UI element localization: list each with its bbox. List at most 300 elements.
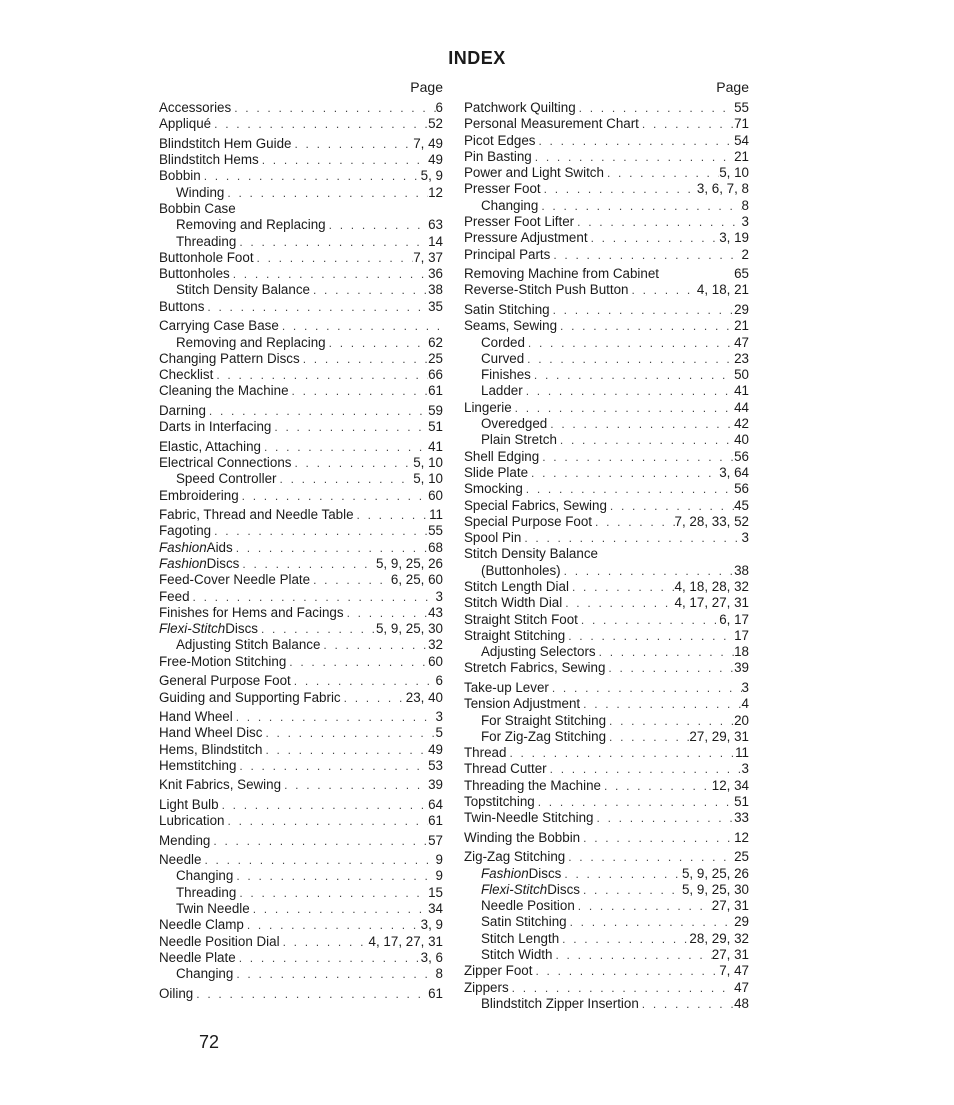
dot-leader [539,449,734,465]
entry-term-italic: Fashion [159,555,207,571]
entry-term: Presser Foot [464,181,541,197]
entry-term: Blindstitch Hems [159,152,259,168]
index-entry [464,761,749,777]
entry-term: Changing [176,966,234,982]
dot-leader [629,282,697,298]
entry-pages: 38 [428,282,443,298]
entry-pages: 5 [435,725,443,741]
entry-term: Darts in Interfacing [159,419,272,435]
dot-leader [210,833,428,849]
index-entry [159,690,443,706]
entry-term: Removing and Replacing [176,217,326,233]
entry-term: Checklist [159,367,214,383]
index-entry [159,266,443,282]
dot-leader [576,100,734,116]
entry-pages: 5, 9, 25, 30 [681,881,749,897]
entry-pages: 21 [734,148,749,164]
index-subentry [464,898,749,914]
index-entry [464,481,749,497]
entry-pages: 59 [428,402,443,418]
index-entry [464,579,749,595]
index-entry [464,778,749,794]
index-entries-right [464,100,749,1012]
entry-term: Finishes for Hems and Facings [159,604,344,620]
index-column-left [159,78,443,1002]
entry-term: Blindstitch Hem Guide [159,135,292,151]
entry-term: Power and Light Switch [464,165,604,181]
index-subentry [464,416,749,432]
entry-pages: 3 [741,679,749,695]
entry-term: Stitch Width [481,947,553,963]
index-entry [159,136,443,152]
index-subentry [159,335,443,351]
index-entry [159,572,443,588]
index-entry [159,797,443,813]
index-entry [159,986,443,1002]
dot-leader [261,439,428,455]
index-entry [464,465,749,481]
index-subentry [464,713,749,729]
index-entry [464,318,749,334]
dot-leader [596,644,734,660]
index-subentry [464,914,749,930]
entry-pages: 42 [734,416,749,432]
dot-leader [279,318,443,334]
entry-pages: 35 [428,298,443,314]
index-subentry [159,966,443,982]
entry-pages: 55 [734,100,749,115]
dot-leader [233,966,435,982]
entry-term: Zippers [464,979,509,995]
dot-leader [236,758,428,774]
entry-term: Plain Stretch [481,432,557,448]
entry-term: Stitch Width Dial [464,595,563,611]
dot-leader [578,612,719,628]
entry-term: Feed [159,588,190,604]
index-subentry [464,996,749,1012]
dot-leader [605,660,734,676]
entry-term: Shell Edging [464,448,540,464]
entry-term: Smocking [464,481,523,497]
index-entry [159,654,443,670]
index-entry [159,488,443,504]
index-entry [464,849,749,865]
entry-term: Take-up Lever [464,679,549,695]
entry-pages: 48 [734,995,749,1011]
dot-leader [291,455,413,471]
index-subentry [159,234,443,250]
entry-pages: 4, 18, 21 [696,282,749,298]
entry-term: Satin Stitching [481,914,567,930]
dot-leader [607,498,734,514]
dot-leader [594,810,735,826]
entry-pages: 51 [428,419,443,435]
entry-term: Elastic, Attaching [159,438,261,454]
index-subentry [464,198,749,214]
entry-pages: 3 [741,530,749,546]
dot-leader [531,367,734,383]
entry-term: General Purpose Foot [159,673,291,689]
dot-leader [535,794,734,810]
entry-pages: 5, 10 [413,471,443,487]
entry-term: Removing and Replacing [176,334,326,350]
dot-leader [580,696,741,712]
dot-leader [239,556,376,572]
index-entry [464,498,749,514]
index-subentry [464,644,749,660]
dot-leader [300,351,428,367]
entry-term: Reverse-Stitch Push Button [464,282,629,298]
index-entry [159,250,443,266]
entry-term: Electrical Connections [159,454,292,470]
entry-pages: 28, 29, 32 [689,930,749,946]
index-entry [159,950,443,966]
entry-term: Zipper Foot [464,963,533,979]
entry-pages: 5, 9 [420,168,443,184]
dot-leader [239,488,428,504]
dot-leader [567,914,734,930]
index-entry [159,813,443,829]
entry-pages: 3, 19 [719,230,749,246]
entry-term: Blindstitch Zipper Insertion [481,995,639,1011]
index-subentry [159,282,443,298]
index-subentry [159,637,443,653]
dot-leader [230,266,428,282]
entry-term: Thread Cutter [464,761,547,777]
entry-term: Hems, Blindstitch [159,741,263,757]
entry-term: Buttons [159,298,205,314]
dot-leader [225,813,429,829]
index-entry [159,351,443,367]
entry-pages: 3 [435,588,443,604]
dot-leader [521,530,741,546]
entry-pages: 3, 64 [719,464,749,480]
entry-pages: 15 [428,884,443,900]
entry-pages: 66 [428,367,443,383]
entry-pages: 6, 17 [719,611,749,627]
index-entry [464,628,749,644]
entry-term: Special Fabrics, Sewing [464,497,607,513]
index-entry [464,980,749,996]
entry-pages: 64 [428,796,443,812]
entry-term: Needle Clamp [159,917,244,933]
dot-leader [193,986,428,1002]
index-subentry [159,901,443,917]
entry-pages: 7, 28, 33, 52 [674,513,749,529]
entry-pages: 49 [428,741,443,757]
entry-pages: 49 [428,152,443,168]
entry-term: Stitch Density Balance [464,546,598,562]
entry-term: Personal Measurement Chart [464,116,639,132]
entry-term: Discs [206,555,240,571]
index-entry [159,439,443,455]
dot-leader [326,335,428,351]
entry-pages: 27, 31 [711,898,749,914]
entry-term: Twin-Needle Stitching [464,810,594,826]
entry-term: Hand Wheel Disc [159,725,263,741]
index-entry [159,419,443,435]
entry-term: Aids [206,539,233,555]
index-entry [159,709,443,725]
dot-leader [219,797,429,813]
entry-term: Buttonhole Foot [159,249,254,265]
dot-leader [561,563,734,579]
dot-leader [354,507,430,523]
entry-pages: 27, 31 [711,947,749,963]
dot-leader [281,777,428,793]
index-entry [464,165,749,181]
entry-term: Satin Stitching [464,301,550,317]
entry-term: Oiling [159,985,194,1001]
index-entry [159,100,443,116]
dot-leader [280,934,369,950]
entry-pages: 6 [435,673,443,689]
entry-pages: 17 [734,627,749,643]
index-subentry [464,882,749,898]
index-subentry [464,335,749,351]
dot-leader [233,540,428,556]
entry-pages: 50 [734,367,749,383]
entry-term: For Straight Stitching [481,712,607,728]
dot-leader [291,136,413,152]
dot-leader [310,572,391,588]
page-column-header: Page [410,79,443,95]
index-entry [159,833,443,849]
entry-pages: 9 [435,852,443,868]
dot-leader [262,725,435,741]
dot-leader [550,247,741,263]
entry-term: Threading the Machine [464,777,601,793]
index-entry [159,605,443,621]
index-subentry [464,563,749,579]
index-subentry [159,885,443,901]
entry-pages: 12 [428,184,443,200]
dot-leader [506,745,735,761]
index-entry [464,745,749,761]
entry-term: Appliqué [159,116,212,132]
entry-pages: 5, 9, 25, 26 [375,555,443,571]
dot-leader [254,250,414,266]
entry-term-italic: Fashion [481,865,529,881]
entry-pages: 40 [734,432,749,448]
entry-pages: 68 [428,539,443,555]
dot-leader [289,383,429,399]
entry-pages: 60 [428,487,443,503]
dot-leader [509,980,734,996]
index-entry [159,540,443,556]
dot-leader [574,214,741,230]
entry-pages: 5, 10 [719,165,749,181]
entry-term: Finishes [481,367,531,383]
entry-pages: 65 [734,266,749,282]
index-entry [464,181,749,197]
index-entry [464,247,749,263]
index-entry [159,852,443,868]
dot-leader [201,852,435,868]
dot-leader [326,217,428,233]
entry-pages: 27, 29, 31 [689,728,749,744]
dot-leader [557,318,734,334]
entry-pages: 36 [428,266,443,282]
index-entry [464,514,749,530]
index-entry [464,149,749,165]
entry-term: Winding the Bobbin [464,829,581,845]
dot-leader [557,432,734,448]
entry-term: Straight Stitching [464,627,566,643]
index-entry [159,403,443,419]
dot-leader [206,403,428,419]
entry-pages: 38 [734,562,749,578]
entry-term: Corded [481,334,525,350]
entry-term: Picot Edges [464,132,536,148]
entry-term: Thread [464,745,507,761]
dot-leader [201,168,421,184]
entry-term: Lubrication [159,813,225,829]
entry-pages: 14 [428,233,443,249]
dot-leader [524,351,734,367]
index-entry [464,810,749,826]
dot-leader [604,165,719,181]
entry-term: Ladder [481,383,523,399]
entry-term: Changing [481,197,539,213]
entry-term: Discs [528,865,562,881]
entry-term: Free-Motion Stitching [159,653,287,669]
index-entry [159,383,443,399]
entry-term: Principal Parts [464,246,551,262]
entry-pages: 20 [734,712,749,728]
entry-pages: 60 [428,653,443,669]
entry-term: Removing Machine from Cabinet [464,266,659,282]
dot-leader [250,901,428,917]
entry-pages: 7, 47 [719,963,749,979]
index-entry [159,318,443,334]
entry-pages: 12, 34 [711,777,749,793]
entry-pages: 3 [741,214,749,230]
entry-pages: 53 [428,757,443,773]
entry-pages: 61 [428,383,443,399]
entry-pages: 29 [734,301,749,317]
entry-term: Threading [176,233,237,249]
entry-term: Stitch Length [481,930,560,946]
entry-term: Darning [159,402,206,418]
dot-leader [575,898,712,914]
entry-term: Knit Fabrics, Sewing [159,777,282,793]
entry-term: For Zig-Zag Stitching [481,728,607,744]
index-entry [159,673,443,689]
entry-pages: 12 [734,829,749,845]
entry-pages: 41 [734,383,749,399]
entry-pages: 23 [734,350,749,366]
dot-leader [231,100,435,116]
index-column-right [464,78,749,1012]
dot-leader [606,729,689,745]
dot-leader [523,383,734,399]
dot-leader [541,181,697,197]
entry-pages: 5, 10 [413,454,443,470]
dot-leader [213,367,428,383]
index-subentry [159,185,443,201]
index-subentry [464,351,749,367]
dot-leader [601,778,712,794]
dot-leader [259,152,428,168]
dot-leader [588,230,720,246]
page-column-header: Page [716,79,749,95]
dot-leader [639,116,734,132]
entry-pages: 47 [734,979,749,995]
entry-term: Slide Plate [464,464,529,480]
index-entry [464,595,749,611]
entry-term-italic: Flexi-Stitch [159,621,226,637]
entry-term: Light Bulb [159,796,219,812]
index-entry [464,266,749,282]
entry-pages: 55 [428,523,443,539]
entry-term: Changing Pattern Discs [159,350,300,366]
entry-term: Curved [481,350,525,366]
entry-pages: 45 [734,497,749,513]
index-entry [159,116,443,132]
dot-leader [523,481,734,497]
dot-leader [559,931,689,947]
entry-term: Discs [547,881,580,897]
entry-term: Twin Needle [176,901,250,917]
dot-leader [549,680,742,696]
index-entry [159,917,443,933]
entry-pages: 32 [428,637,443,653]
index-subentry [464,432,749,448]
entry-pages: 8 [435,966,443,982]
entry-term: Speed Controller [176,471,277,487]
entry-term-italic: Fashion [159,539,207,555]
index-entry [464,230,749,246]
entry-pages: 61 [428,813,443,829]
index-entry [159,299,443,315]
entry-term: (Buttonholes) [481,562,561,578]
dot-leader [236,234,428,250]
index-entry [464,100,749,116]
entry-pages: 8 [741,197,749,213]
entry-pages: 4, 17, 27, 31 [674,595,749,611]
entry-pages: 43 [428,604,443,620]
entry-pages: 54 [734,132,749,148]
entry-pages: 44 [734,399,749,415]
dot-leader [512,400,734,416]
entry-term: Zig-Zag Stitching [464,849,566,865]
dot-leader [211,523,428,539]
entry-pages: 57 [428,832,443,848]
entry-term: Buttonholes [159,266,230,282]
index-entry [464,133,749,149]
entry-pages: 3, 6, 7, 8 [696,181,749,197]
entry-pages: 47 [734,334,749,350]
index-entry [159,758,443,774]
entry-pages: 5, 9, 25, 26 [681,865,749,881]
dot-leader [262,742,428,758]
index-subentry [464,866,749,882]
dot-leader [233,709,436,725]
entry-term: Topstitching [464,794,535,810]
dot-leader [562,595,674,611]
index-entry [464,282,749,298]
index-subentry [464,931,749,947]
dot-leader [552,947,711,963]
entry-pages: 3, 6 [420,949,443,965]
dot-leader [538,198,741,214]
dot-leader [592,514,675,530]
dot-leader [320,637,428,653]
dot-leader [236,950,421,966]
entry-term: Needle [159,852,202,868]
dot-leader [528,465,719,481]
